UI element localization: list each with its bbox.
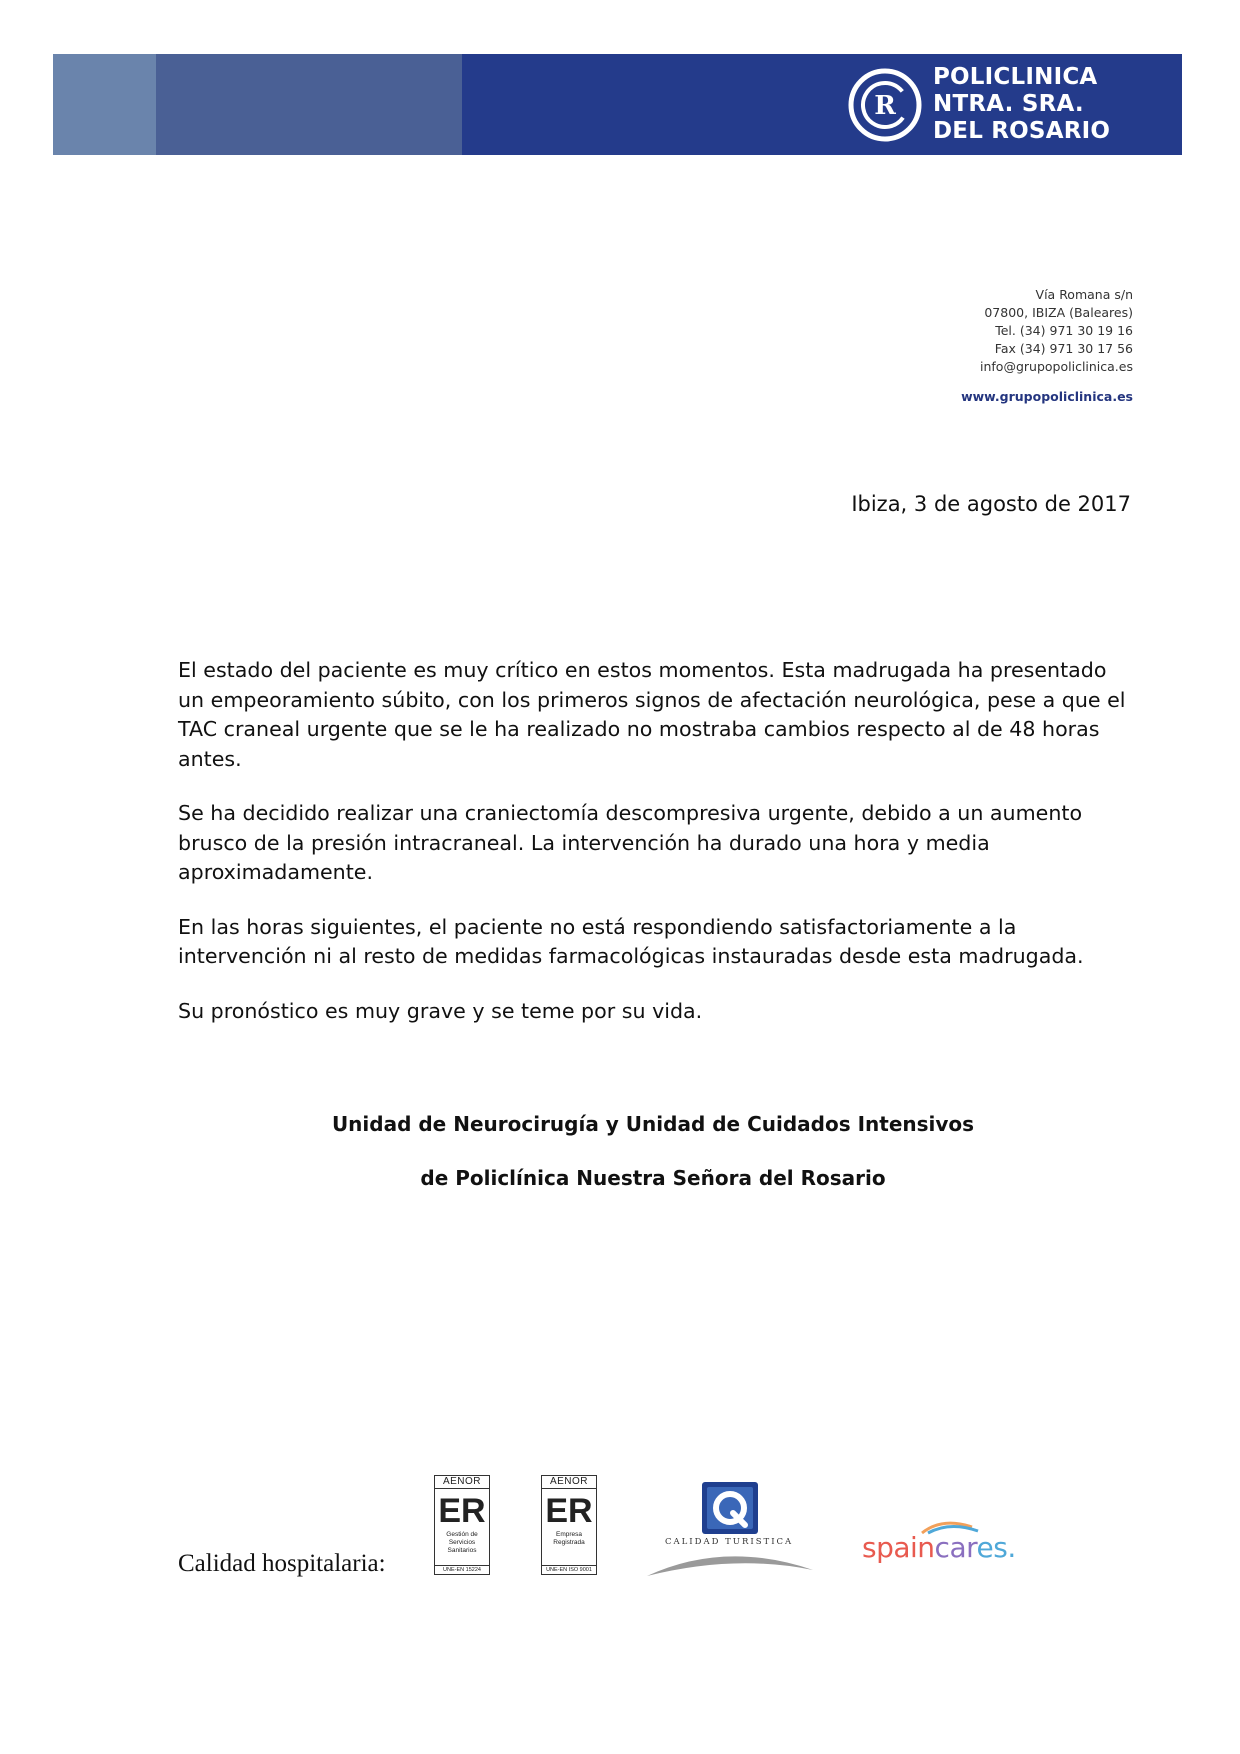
address-city: 07800, IBIZA (Baleares) <box>984 305 1133 320</box>
address-block <box>961 286 1133 406</box>
body-paragraph-2: Se ha decidido realizar una craniectomía descompresiva urgente, debido a un aumento brusco de la presión intracraneal. La intervención ha durado una hora y media aproximadamente. <box>178 801 1083 884</box>
aenor-er-badge-sanitarios <box>434 1475 490 1575</box>
signature-line-1: Unidad de Neurocirugía y Unidad de Cuidados Intensivos <box>331 1112 975 1136</box>
badge-top-label: AENOR <box>435 1476 489 1489</box>
address-street: Vía Romana s/n <box>1035 287 1133 302</box>
spaincares-text <box>862 1531 1016 1564</box>
badge-top-label: AENOR <box>542 1476 596 1489</box>
policlinica-logo-text <box>933 64 1110 145</box>
body-paragraph-3: En las horas siguientes, el paciente no está respondiendo satisfactoriamente a la intervención ni al resto de medidas farmacológicas instauradas desde esta madrugada. <box>178 914 1084 968</box>
quality-label: Calidad hospitalaria: <box>178 1550 386 1577</box>
badge-standard: UNE-EN 15224 <box>435 1565 489 1574</box>
website-link[interactable]: www.grupopoliclinica.es <box>961 389 1133 404</box>
signature-line-2: de Policlínica Nuestra Señora del Rosario <box>420 1166 886 1190</box>
logo-line-1: POLICLINICA <box>933 64 1098 90</box>
banner-band-light <box>53 54 156 155</box>
svg-text:R: R <box>874 91 896 121</box>
policlinica-logo-icon <box>846 66 924 144</box>
q-calidad-turistica-icon <box>645 1480 815 1580</box>
header-banner <box>53 54 1182 155</box>
letter-body <box>178 656 1128 1051</box>
spaincares-logo <box>862 1515 1016 1565</box>
badge-description: Empresa Registrada <box>553 1531 585 1546</box>
body-paragraph-1: El estado del paciente es muy crítico en estos momentos. Esta madrugada ha presentado un empeoramiento súbito, con los primeros signos de afectación neurológica, pese a que el TAC craneal urgente que se le ha realizado no mostraba cambios respecto al de 48 horas antes. <box>178 658 1126 771</box>
banner-band-mid <box>156 54 462 155</box>
badge-er-mark: ER <box>438 1492 486 1530</box>
spaincares-part-1: spain <box>862 1531 935 1564</box>
logo-line-3: DEL ROSARIO <box>933 118 1111 144</box>
aenor-er-badge-empresa <box>541 1475 597 1575</box>
body-paragraph-4: Su pronóstico es muy grave y se teme por su vida. <box>178 998 703 1023</box>
letter-date: Ibiza, 3 de agosto de 2017 <box>851 492 1131 516</box>
address-email[interactable]: info@grupopoliclinica.es <box>980 359 1133 374</box>
badge-er-mark: ER <box>545 1492 593 1530</box>
spaincares-part-3: es. <box>976 1531 1016 1564</box>
q-calidad-label: CALIDAD TURISTICA <box>665 1537 794 1547</box>
badge-standard: UNE-EN ISO 9001 <box>542 1565 596 1574</box>
spaincares-part-2: car <box>934 1531 977 1564</box>
address-tel: Tel. (34) 971 30 19 16 <box>995 323 1133 338</box>
address-fax: Fax (34) 971 30 17 56 <box>994 341 1133 356</box>
logo-line-2: NTRA. SRA. <box>933 91 1084 117</box>
badge-description: Gestión de Servicios Sanitarios <box>446 1531 478 1554</box>
